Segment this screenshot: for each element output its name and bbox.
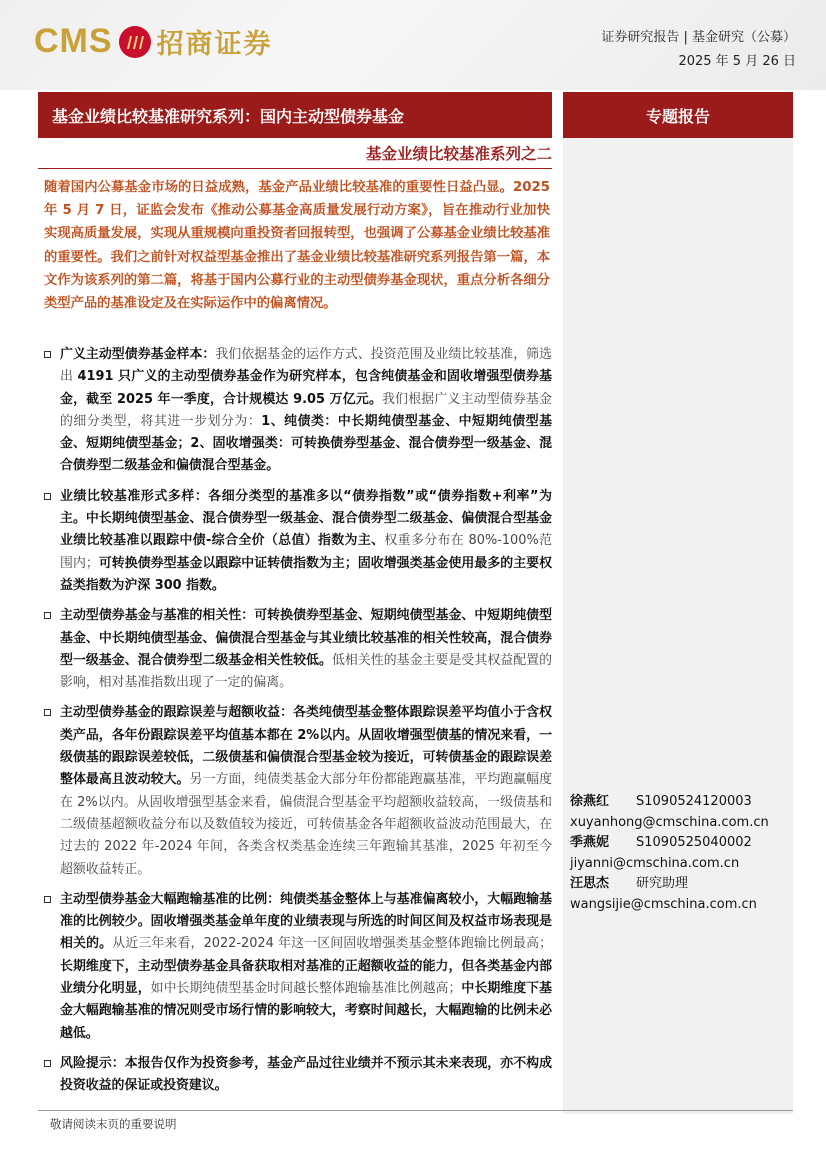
analyst-id: S1090524120003	[636, 794, 752, 809]
logo-chinese-text: 招商证券	[156, 29, 273, 60]
point-text: 我们依据基金的运作方式、投资范围及业绩比较基准，筛选出	[60, 347, 553, 385]
analyst-email[interactable]: jiyanni@cmschina.com.cn	[570, 855, 740, 871]
company-logo	[34, 22, 273, 61]
report-date: 2025 年 5 月 26 日	[678, 54, 796, 69]
point-risk	[40, 1053, 552, 1098]
bullet-square-icon	[44, 351, 51, 358]
sidebar-panel	[563, 138, 793, 1114]
point-text: 权重多分布在 80%-100%范围内；	[60, 533, 552, 571]
point-text: 风险提示：本报告仅作为投资参考，基金产品过往业绩并不预示其未来表现，亦不构成投资收益的保证或投资建议。	[60, 1055, 552, 1094]
analyst-entry	[570, 792, 790, 813]
analyst-entry	[570, 833, 790, 854]
key-points	[40, 344, 552, 1098]
logo-emblem-icon	[119, 26, 151, 58]
report-type: 证券研究报告 | 基金研究（公募）	[601, 30, 796, 45]
analyst-role: 研究助理	[636, 876, 689, 891]
point-text: 主动型债券基金的跟踪误差与超额收益：各类纯债型基金整体跟踪误差平均值小于含权类产品，各年份跟踪误差平均值基本都在 2%以内。从固收增强型债基的情况来看，一级债基的跟踪误差较低，二级债基和偏债混合型基金较为接近，可转债基金的跟踪误差整体最高且波动较大。	[60, 705, 552, 788]
point-text: 低相关性的基金主要是受其权益配置的影响，相对基准指数出现了一定的偏离。	[60, 652, 553, 691]
analyst-email[interactable]: wangsijie@cmschina.com.cn	[570, 896, 757, 912]
bullet-square-icon	[44, 612, 51, 619]
bullet-square-icon	[44, 1060, 51, 1067]
footer-note: 敬请阅读末页的重要说明	[50, 1117, 177, 1131]
point-text: 从近三年来看，2022-2024 年这一区间固收增强类基金整体跑输比例最高；	[112, 936, 553, 952]
report-title: 基金业绩比较基准研究系列：国内主动型债券基金	[38, 92, 552, 138]
point-text: 可转换债券型基金以跟踪中证转债指数为主；固收增强类基金使用最多的主要权益类指数为沪深 300 指数。	[60, 555, 553, 593]
point-text: 如中长期纯债型基金时间越长整体跑输基准比例越高；	[150, 981, 462, 997]
analyst-entry	[570, 874, 790, 895]
point-sample	[40, 344, 552, 478]
footer-divider	[38, 1110, 793, 1111]
point-underperform	[40, 889, 552, 1045]
analyst-name: 徐燕红	[570, 794, 610, 809]
logo-cms-text: CMS	[34, 22, 113, 60]
analyst-id: S1090525040002	[636, 835, 752, 850]
bullet-square-icon	[44, 896, 51, 903]
point-tracking-error	[40, 702, 552, 880]
point-text: 主动型债券基金与基准的相关性：可转换债券型基金、短期纯债型基金、中短期纯债型基金、中长期纯债型基金、偏债混合型基金与其业绩比较基准的相关性较高，混合债券型一级基金、混合债券型二级基金相关性较低。	[60, 608, 552, 668]
point-text: 我们根据广义主动型债券基金的细分类型，将其进一步划分为：	[60, 391, 552, 429]
point-text: 主动型债券基金大幅跑输基准的比例：纯债类基金整体上与基准偏离较小，大幅跑输基准的比例较少。固收增强类基金单年度的业绩表现与所选的时间区间及权益市场表现是相关的。	[60, 891, 552, 952]
point-text: 广义主动型债券基金样本：	[60, 347, 216, 362]
point-benchmark-forms	[40, 486, 552, 597]
point-text: 另一方面，纯债类基金大部分年份都能跑赢基准，平均跑赢幅度在 2%以内。从固收增强型基金来看，偏债混合型基金平均超额收益较高，一级债基和二级债基超额收益分布以及数值较为接近，可转债基金各年超额收益波动范围最大，在过去的 2022 年-2024 年间，各类含权类基金连续三年跑输其基准，2025 年初至今超额收益转正。	[60, 772, 553, 877]
page-header	[0, 0, 826, 90]
point-text: 业绩比较基准形式多样：各细分类型的基准多以“债券指数”或“债券指数+利率”为主。中长期纯债型基金、混合债券型一级基金、混合债券型二级基金、偏债混合型基金业绩比较基准以跟踪中债-综合全价（总值）指数为主、	[60, 488, 552, 549]
subtitle-divider	[38, 168, 552, 169]
series-subtitle: 基金业绩比较基准系列之二	[365, 144, 552, 163]
point-text: 中长期维度下基金大幅跑输基准的情况则受市场行情的影响较大，考察时间越长，大幅跑输的比例未必越低。	[60, 981, 553, 1041]
point-text: 4191 只广义的主动型债券基金作为研究样本，包含纯债基金和固收增强型债券基金，截至 2025 年一季度，合计规模达 9.05 万亿元。	[60, 369, 552, 407]
point-correlation	[40, 605, 552, 694]
report-category: 专题报告	[563, 92, 793, 138]
bullet-square-icon	[44, 493, 51, 500]
analyst-list	[570, 792, 790, 915]
analyst-name: 季燕妮	[570, 835, 610, 850]
point-text: 1、纯债类：中长期纯债型基金、中短期纯债型基金、短期纯债型基金；2、固收增强类：可转换债券型基金、混合债券型一级基金、混合债券型二级基金和偏债混合型基金。	[60, 413, 553, 474]
analyst-name: 汪思杰	[570, 876, 610, 891]
abstract-paragraph: 随着国内公募基金市场的日益成熟，基金产品业绩比较基准的重要性日益凸显。2025 年 5 月 7 日，证监会发布《推动公募基金高质量发展行动方案》，旨在推动行业加快实现高质量发展，实现从重规模向重投资者回报转型，也强调了公募基金业绩比较基准的重要性。我们之前针对权益型基金推出了基金业绩比较基准研究系列报告第一篇，本文作为该系列的第二篇，将基于国内公募行业的主动型债券基金现状，重点分析各细分类型产品的基准设定及在实际运作中的偏离情况。	[44, 180, 550, 312]
analyst-email[interactable]: xuyanhong@cmschina.com.cn	[570, 814, 769, 830]
point-text: 长期维度下，主动型债券基金具备获取相对基准的正超额收益的能力，但各类基金内部业绩分化明显，	[60, 958, 552, 997]
bullet-square-icon	[44, 709, 51, 716]
